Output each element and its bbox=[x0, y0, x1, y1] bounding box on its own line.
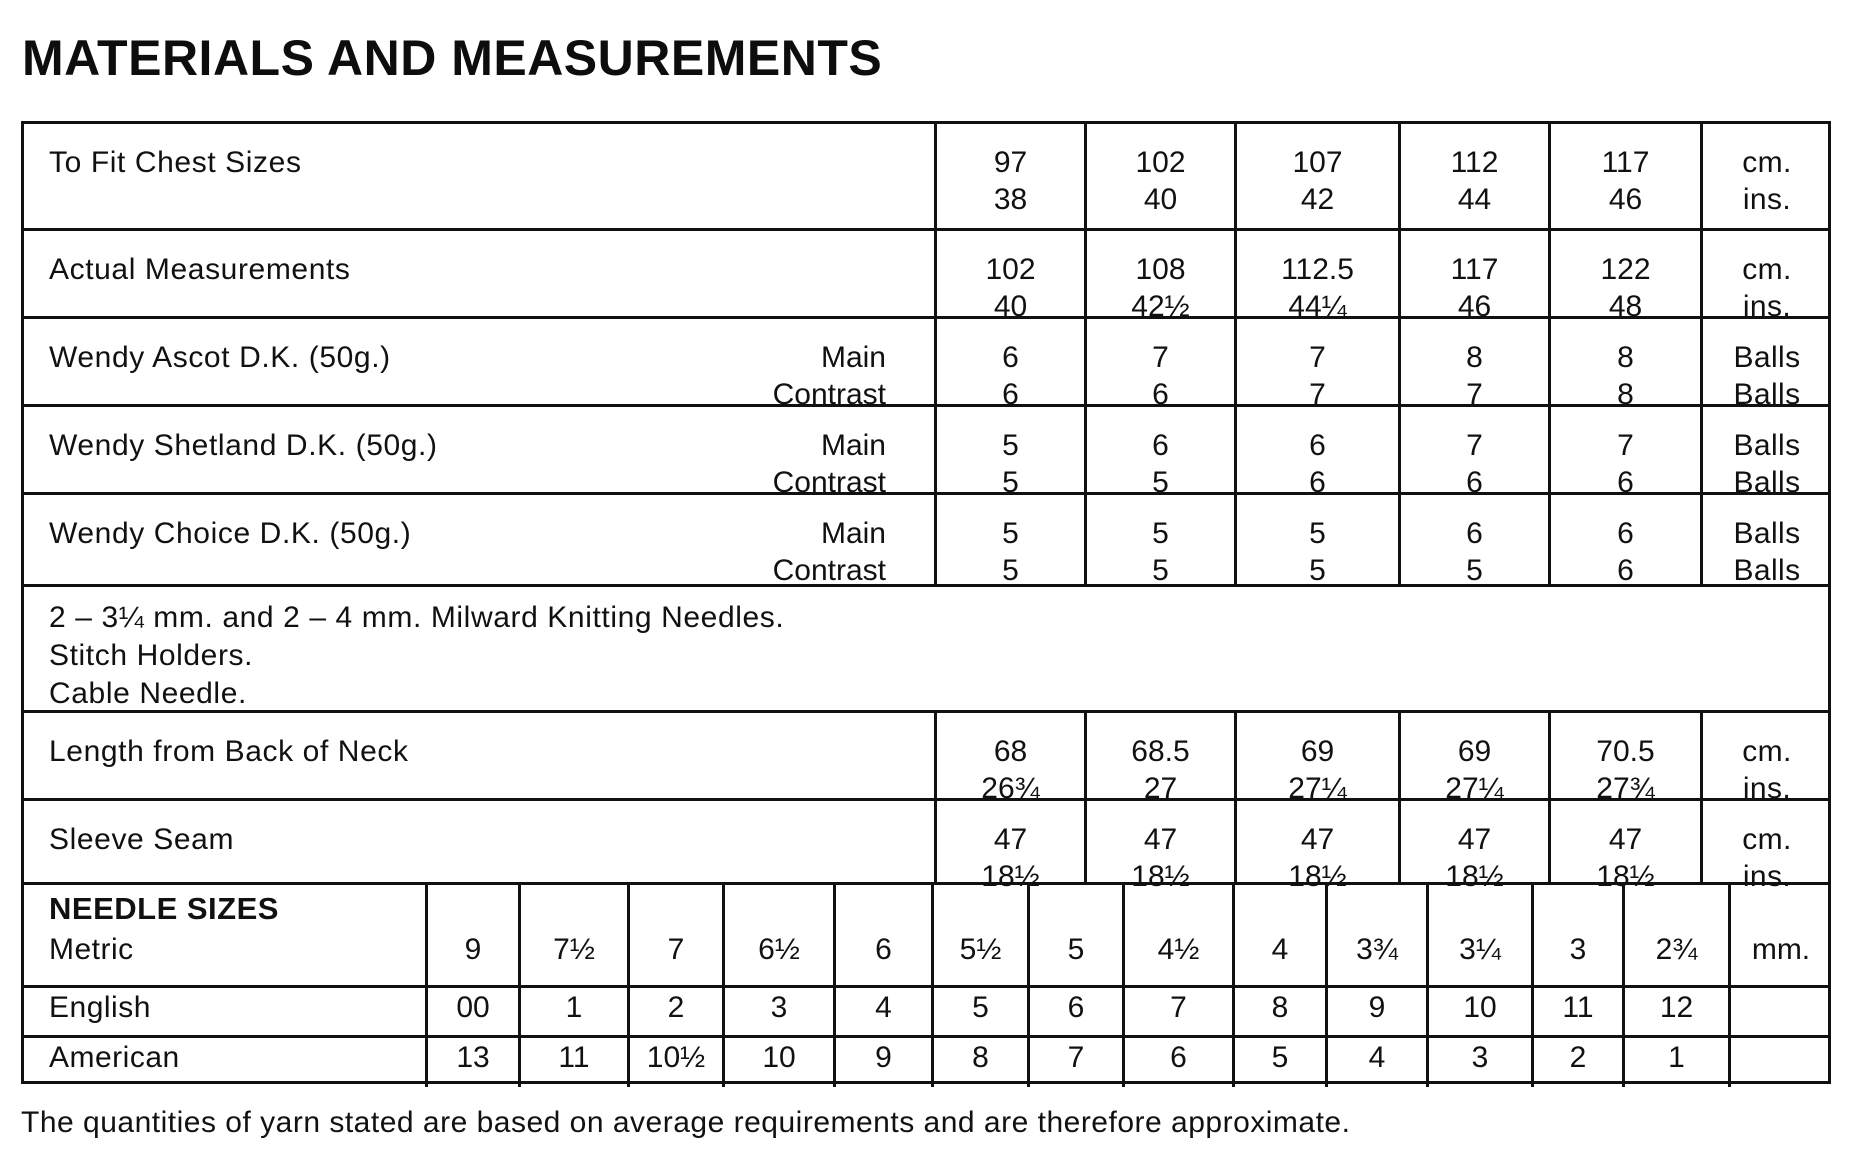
size-value: 38 bbox=[993, 183, 1028, 216]
needle-size-cell: 1 bbox=[518, 985, 627, 1035]
needle-unit-cell bbox=[1728, 1035, 1831, 1087]
measure-row bbox=[21, 710, 1831, 805]
size-value-cell bbox=[934, 495, 1084, 587]
needle-size-cell: 3¼ bbox=[1426, 885, 1531, 985]
needle-size-cell: 7 bbox=[627, 885, 722, 985]
size-value-cell bbox=[1234, 407, 1398, 499]
size-value-cell bbox=[1084, 801, 1234, 893]
size-value-cell bbox=[1084, 407, 1234, 499]
needle-size-cell: 00 bbox=[425, 985, 518, 1035]
size-value-cell bbox=[1234, 231, 1398, 323]
size-value: 8 bbox=[1617, 341, 1634, 374]
size-value: 47 bbox=[1143, 823, 1178, 856]
unit-cell bbox=[1700, 713, 1831, 805]
page-title: MATERIALS AND MEASUREMENTS bbox=[22, 30, 883, 86]
size-value: 107 bbox=[1292, 146, 1343, 179]
size-value: 7 bbox=[1466, 429, 1483, 462]
size-value: 27 bbox=[1143, 772, 1178, 805]
yarn-contrast-label: Contrast bbox=[772, 466, 886, 499]
size-value-cell bbox=[1548, 495, 1700, 587]
yarn-main-label: Main bbox=[820, 429, 886, 462]
size-value-cell bbox=[1234, 124, 1398, 228]
unit-label: cm. bbox=[1742, 253, 1792, 286]
size-value-cell bbox=[1548, 231, 1700, 323]
size-value: 7 bbox=[1309, 378, 1326, 411]
unit-label: ins. bbox=[1742, 290, 1792, 323]
size-value: 6 bbox=[1309, 429, 1326, 462]
row-label: Actual Measurements bbox=[49, 253, 351, 286]
row-label: Wendy Choice D.K. (50g.) bbox=[49, 517, 412, 550]
yarn-main-label: Main bbox=[820, 517, 886, 550]
needle-size-cell: 3 bbox=[1531, 885, 1622, 985]
size-value: 47 bbox=[1300, 823, 1335, 856]
size-value: 6 bbox=[1152, 378, 1169, 411]
needle-unit-cell bbox=[1728, 985, 1831, 1035]
size-value: 102 bbox=[985, 253, 1036, 286]
size-value-cell bbox=[934, 713, 1084, 805]
size-value: 27¾ bbox=[1596, 772, 1655, 805]
needle-sizes-heading: NEEDLE SIZES bbox=[49, 891, 279, 926]
size-value: 8 bbox=[1466, 341, 1483, 374]
size-value-cell bbox=[1398, 124, 1548, 228]
unit-cell bbox=[1700, 319, 1831, 411]
size-value: 6 bbox=[1466, 466, 1483, 499]
size-value: 18½ bbox=[1596, 860, 1655, 893]
size-value-cell bbox=[1234, 713, 1398, 805]
needle-size-cell: 10 bbox=[722, 1035, 833, 1087]
size-value: 112 bbox=[1450, 146, 1499, 179]
size-value: 117 bbox=[1450, 253, 1499, 286]
needle-size-cell: 2 bbox=[627, 985, 722, 1035]
size-value-cell bbox=[1084, 319, 1234, 411]
size-value-cell bbox=[1084, 713, 1234, 805]
size-value-cell bbox=[1548, 713, 1700, 805]
needle-size-cell: 6 bbox=[1027, 985, 1122, 1035]
needle-size-cell: 9 bbox=[425, 885, 518, 985]
size-value: 6 bbox=[1617, 517, 1634, 550]
size-value: 18½ bbox=[1131, 860, 1190, 893]
size-value: 44 bbox=[1457, 183, 1492, 216]
needle-system-label: Metric bbox=[49, 933, 134, 966]
needle-size-cell: 13 bbox=[425, 1035, 518, 1087]
unit-label: ins. bbox=[1742, 860, 1792, 893]
row-label: Length from Back of Neck bbox=[49, 735, 409, 768]
yarn-contrast-label: Contrast bbox=[772, 554, 886, 587]
row-label: Sleeve Seam bbox=[49, 823, 235, 856]
yarn-type-labels bbox=[21, 427, 886, 501]
size-value: 7 bbox=[1617, 429, 1634, 462]
needle-size-cell: 6 bbox=[833, 885, 931, 985]
measure-row bbox=[21, 228, 1831, 323]
measure-row bbox=[21, 492, 1831, 587]
size-value: 68 bbox=[993, 735, 1028, 768]
needle-size-cell: 5 bbox=[1232, 1035, 1325, 1087]
needle-size-cell: 3 bbox=[722, 985, 833, 1035]
size-value-cell bbox=[1234, 801, 1398, 893]
size-value-cell bbox=[1084, 124, 1234, 228]
size-value: 68.5 bbox=[1131, 735, 1190, 768]
needle-size-cell: 4½ bbox=[1122, 885, 1232, 985]
size-value: 26¾ bbox=[981, 772, 1040, 805]
needle-size-cell: 3¾ bbox=[1325, 885, 1426, 985]
needles-line: 2 – 3¼ mm. and 2 – 4 mm. Milward Knitting Needles. bbox=[49, 601, 785, 634]
needle-size-cell: 2 bbox=[1531, 1035, 1622, 1087]
needle-size-cell: 4 bbox=[1325, 1035, 1426, 1087]
needles-line: Stitch Holders. bbox=[49, 639, 254, 672]
size-value: 18½ bbox=[1288, 860, 1347, 893]
size-value-cell bbox=[1548, 124, 1700, 228]
unit-cell bbox=[1700, 801, 1831, 893]
unit-cell bbox=[1700, 407, 1831, 499]
size-value: 48 bbox=[1608, 290, 1643, 323]
needle-size-cell: 2¾ bbox=[1622, 885, 1728, 985]
needle-sizes-table bbox=[21, 882, 1831, 1084]
unit-label: cm. bbox=[1742, 146, 1792, 179]
size-value: 6 bbox=[1002, 341, 1019, 374]
needle-size-cell: 6½ bbox=[722, 885, 833, 985]
size-value: 40 bbox=[993, 290, 1028, 323]
needle-size-cell: 3 bbox=[1426, 1035, 1531, 1087]
measure-row bbox=[21, 124, 1831, 228]
needle-size-cell: 5 bbox=[1027, 885, 1122, 985]
footer-note: The quantities of yarn stated are based on average requirements and are therefore approximate. bbox=[21, 1106, 1351, 1139]
size-value: 5 bbox=[1309, 554, 1326, 587]
size-value: 5 bbox=[1002, 466, 1019, 499]
size-value: 18½ bbox=[1445, 860, 1504, 893]
needle-size-cell: 8 bbox=[1232, 985, 1325, 1035]
size-value: 5 bbox=[1002, 554, 1019, 587]
size-value-cell bbox=[934, 124, 1084, 228]
size-value: 5 bbox=[1002, 517, 1019, 550]
unit-label: Balls bbox=[1733, 378, 1801, 411]
unit-cell bbox=[1700, 231, 1831, 323]
yarn-main-label: Main bbox=[820, 341, 886, 374]
yarn-contrast-label: Contrast bbox=[772, 378, 886, 411]
size-value: 6 bbox=[1152, 429, 1169, 462]
needle-size-cell: 8 bbox=[931, 1035, 1027, 1087]
size-value: 42 bbox=[1300, 183, 1335, 216]
size-value-cell bbox=[1398, 319, 1548, 411]
size-value-cell bbox=[1234, 319, 1398, 411]
needle-size-cell: 6 bbox=[1122, 1035, 1232, 1087]
size-value: 47 bbox=[993, 823, 1028, 856]
needle-system-label: English bbox=[49, 991, 151, 1024]
size-value-cell bbox=[1398, 713, 1548, 805]
needle-size-cell: 7 bbox=[1027, 1035, 1122, 1087]
size-value-cell bbox=[1084, 495, 1234, 587]
unit-label: Balls bbox=[1733, 341, 1801, 374]
needle-size-cell: 12 bbox=[1622, 985, 1728, 1035]
size-value: 69 bbox=[1457, 735, 1492, 768]
size-value: 6 bbox=[1466, 517, 1483, 550]
size-value: 6 bbox=[1309, 466, 1326, 499]
size-value: 6 bbox=[1617, 554, 1634, 587]
size-value-cell bbox=[934, 319, 1084, 411]
size-value: 6 bbox=[1617, 466, 1634, 499]
needle-size-cell: 5½ bbox=[931, 885, 1027, 985]
size-value: 7 bbox=[1466, 378, 1483, 411]
unit-label: Balls bbox=[1733, 554, 1801, 587]
size-value: 42½ bbox=[1131, 290, 1190, 323]
size-value-cell bbox=[1548, 319, 1700, 411]
size-value: 70.5 bbox=[1596, 735, 1655, 768]
size-value: 5 bbox=[1152, 466, 1169, 499]
size-value-cell bbox=[934, 407, 1084, 499]
size-value-cell bbox=[934, 231, 1084, 323]
needle-size-cell: 9 bbox=[1325, 985, 1426, 1035]
size-value: 117 bbox=[1601, 146, 1650, 179]
size-value-cell bbox=[1548, 407, 1700, 499]
needle-size-cell: 7 bbox=[1122, 985, 1232, 1035]
size-value: 5 bbox=[1309, 517, 1326, 550]
needle-size-cell: 4 bbox=[833, 985, 931, 1035]
unit-label: ins. bbox=[1742, 772, 1792, 805]
needle-size-cell: 11 bbox=[1531, 985, 1622, 1035]
size-value: 8 bbox=[1617, 378, 1634, 411]
size-value-cell bbox=[934, 801, 1084, 893]
row-label: Wendy Shetland D.K. (50g.) bbox=[49, 429, 438, 462]
needle-size-cell: 7½ bbox=[518, 885, 627, 985]
yarn-type-labels bbox=[21, 515, 886, 589]
size-value-cell bbox=[1084, 231, 1234, 323]
size-value: 46 bbox=[1457, 290, 1492, 323]
size-value: 102 bbox=[1135, 146, 1186, 179]
size-value: 122 bbox=[1600, 253, 1651, 286]
measure-row bbox=[21, 316, 1831, 411]
unit-label: ins. bbox=[1742, 183, 1792, 216]
size-value: 7 bbox=[1152, 341, 1169, 374]
size-value: 97 bbox=[993, 146, 1028, 179]
size-value: 5 bbox=[1152, 517, 1169, 550]
measure-row bbox=[21, 798, 1831, 893]
needles-text-row bbox=[21, 584, 1831, 714]
needles-text bbox=[49, 599, 784, 713]
size-value-cell bbox=[1234, 495, 1398, 587]
size-value: 18½ bbox=[981, 860, 1040, 893]
size-value-cell bbox=[1398, 407, 1548, 499]
row-label: Wendy Ascot D.K. (50g.) bbox=[49, 341, 391, 374]
size-value: 6 bbox=[1002, 378, 1019, 411]
unit-label: Balls bbox=[1733, 517, 1801, 550]
size-value-cell bbox=[1398, 231, 1548, 323]
size-value: 5 bbox=[1002, 429, 1019, 462]
size-value: 40 bbox=[1143, 183, 1178, 216]
size-value: 5 bbox=[1466, 554, 1483, 587]
needle-size-cell: 1 bbox=[1622, 1035, 1728, 1087]
size-value-cell bbox=[1398, 495, 1548, 587]
unit-label: Balls bbox=[1733, 466, 1801, 499]
size-value: 46 bbox=[1608, 183, 1643, 216]
row-label: To Fit Chest Sizes bbox=[49, 146, 302, 179]
unit-cell bbox=[1700, 124, 1831, 228]
needle-size-cell: 9 bbox=[833, 1035, 931, 1087]
unit-label: cm. bbox=[1742, 823, 1792, 856]
yarn-type-labels bbox=[21, 339, 886, 413]
measure-row bbox=[21, 404, 1831, 499]
size-value: 27¼ bbox=[1288, 772, 1347, 805]
needles-line: Cable Needle. bbox=[49, 677, 247, 710]
size-value-cell bbox=[1548, 801, 1700, 893]
needle-size-cell: 11 bbox=[518, 1035, 627, 1087]
needle-size-cell: 5 bbox=[931, 985, 1027, 1035]
needle-size-cell: 4 bbox=[1232, 885, 1325, 985]
size-value: 112.5 bbox=[1281, 253, 1354, 286]
size-value: 27¼ bbox=[1445, 772, 1504, 805]
size-value: 7 bbox=[1309, 341, 1326, 374]
unit-cell bbox=[1700, 495, 1831, 587]
needle-size-cell: 10 bbox=[1426, 985, 1531, 1035]
size-value: 47 bbox=[1457, 823, 1492, 856]
size-value: 108 bbox=[1135, 253, 1186, 286]
size-value: 5 bbox=[1152, 554, 1169, 587]
size-value: 69 bbox=[1300, 735, 1335, 768]
unit-label: cm. bbox=[1742, 735, 1792, 768]
needle-system-label: American bbox=[49, 1041, 180, 1074]
unit-label: Balls bbox=[1733, 429, 1801, 462]
size-value: 47 bbox=[1608, 823, 1643, 856]
needle-size-cell: 10½ bbox=[627, 1035, 722, 1087]
size-value-cell bbox=[1398, 801, 1548, 893]
size-value: 44¼ bbox=[1288, 290, 1347, 323]
needle-unit-cell: mm. bbox=[1728, 885, 1831, 985]
